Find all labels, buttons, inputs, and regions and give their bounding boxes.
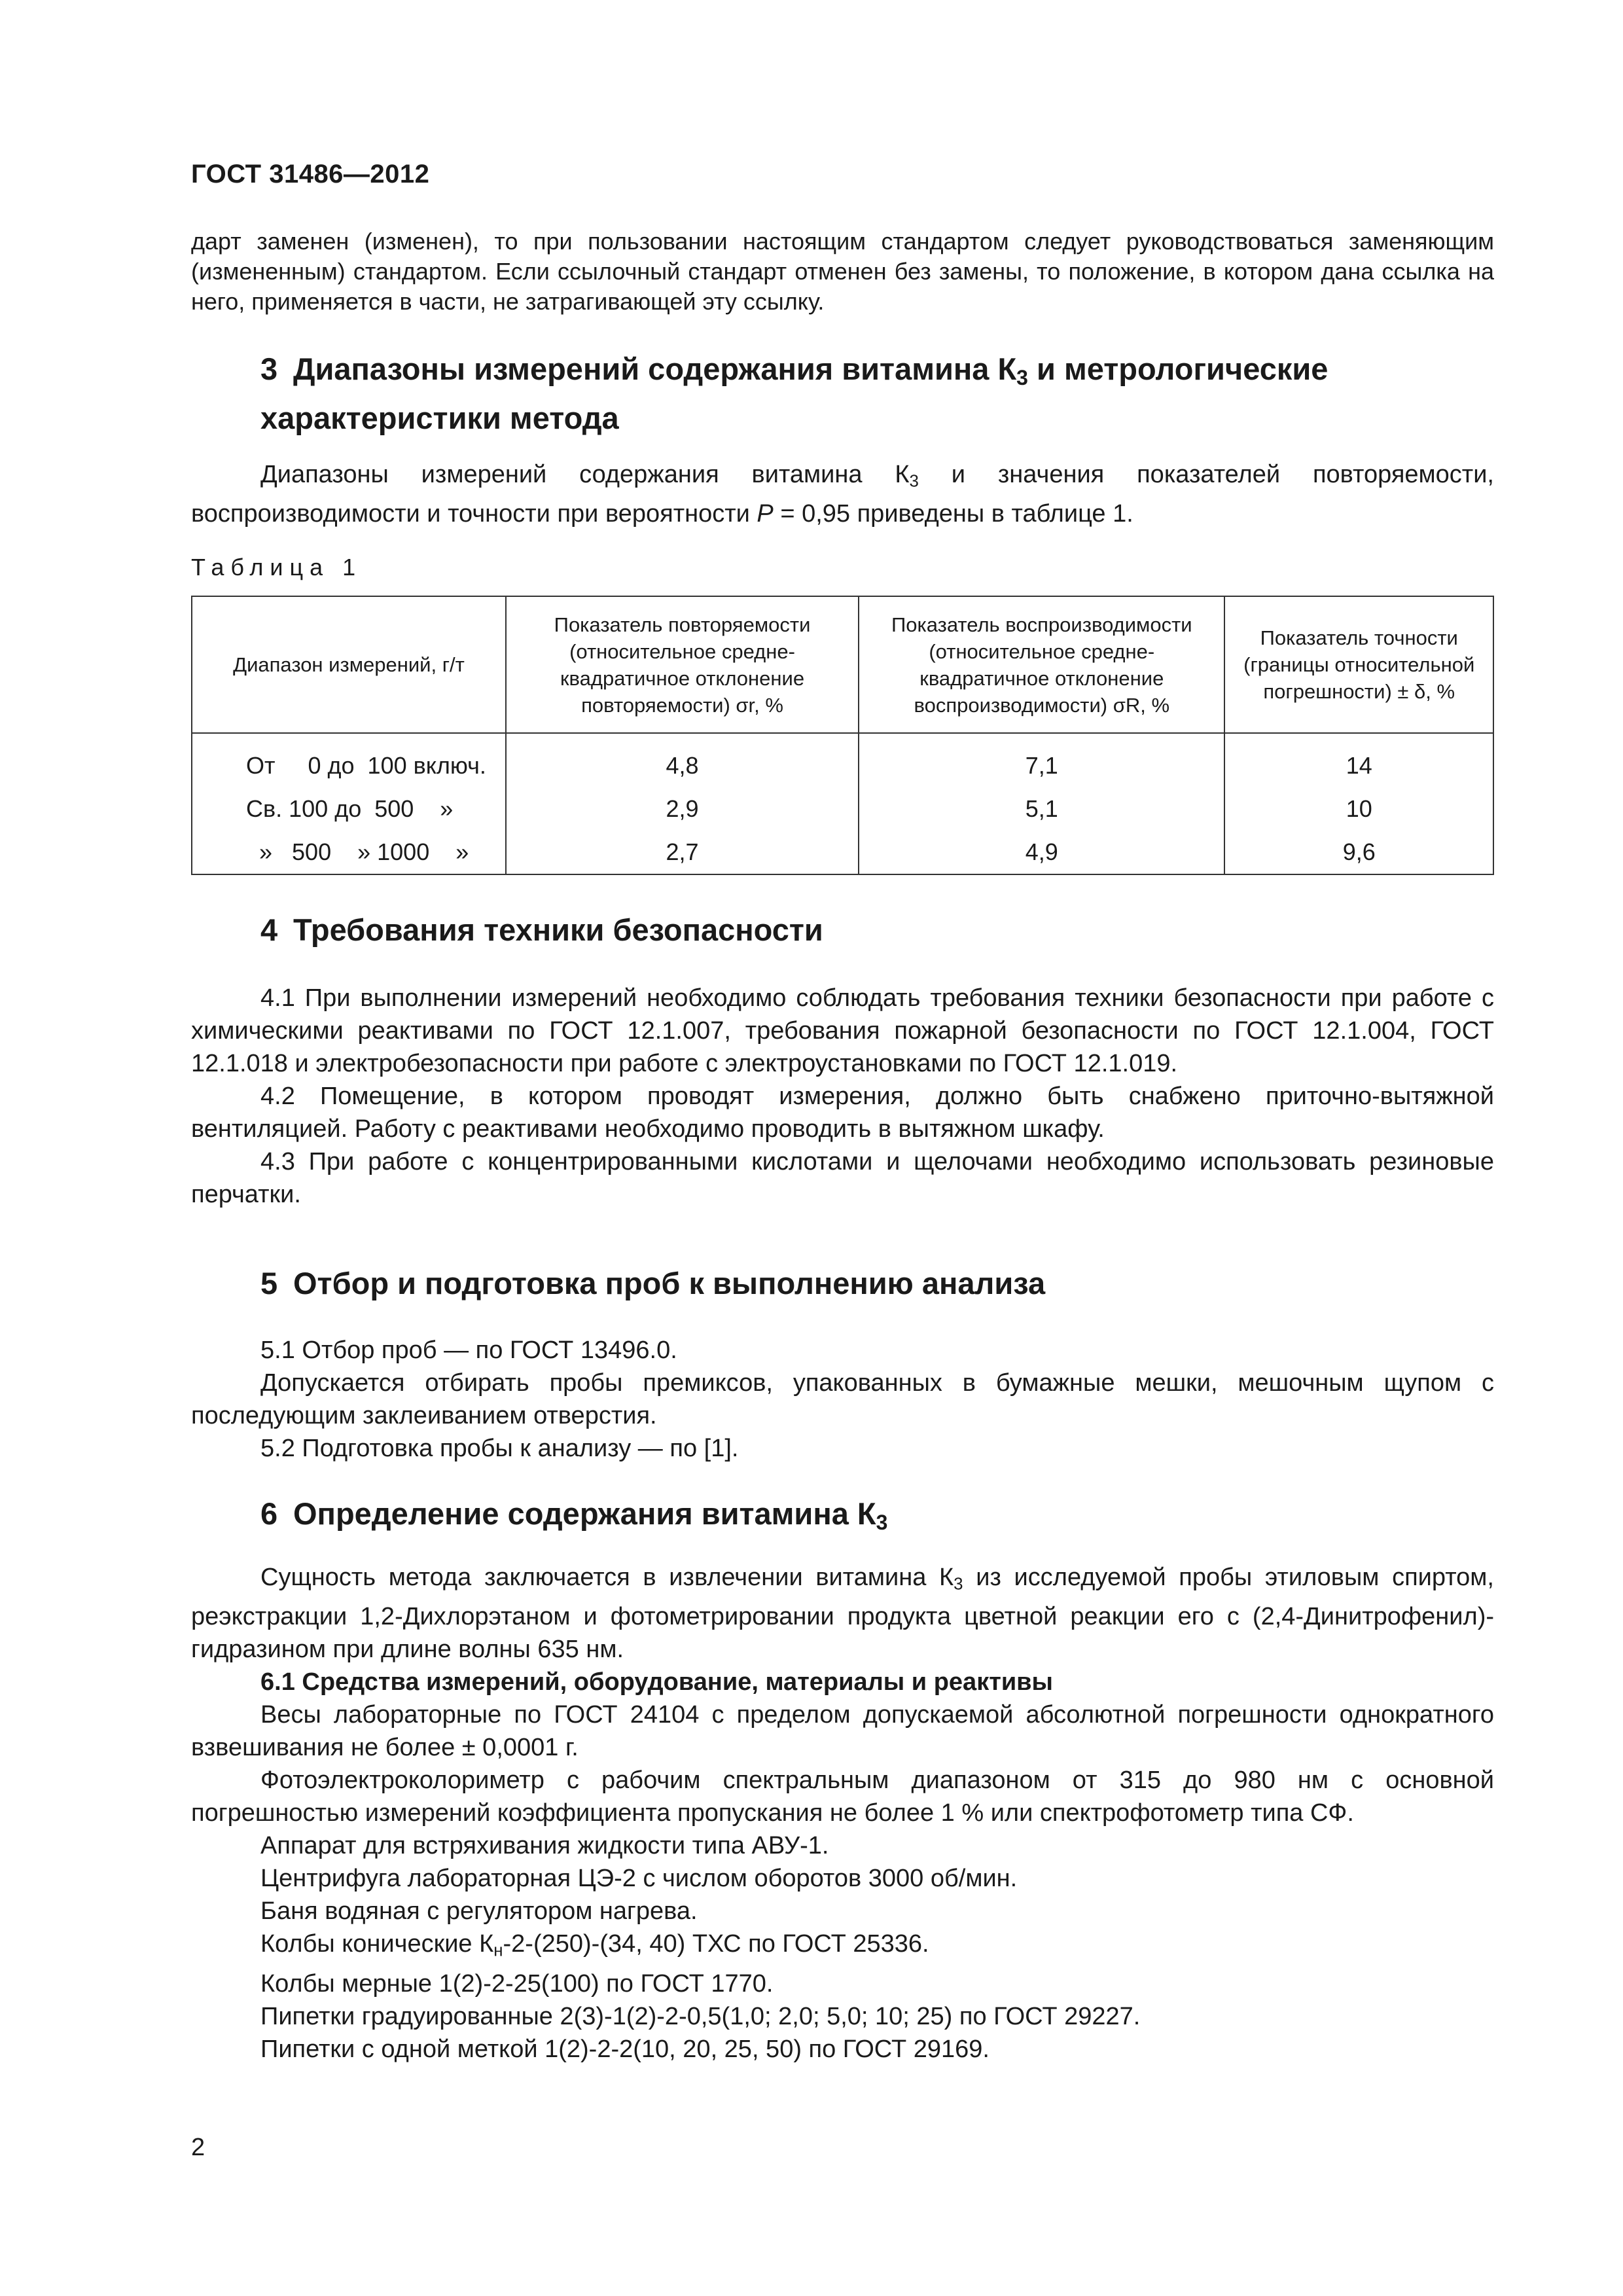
table-cell: 4,8 [506, 733, 859, 787]
table-row [192, 733, 1493, 787]
section-3-title-b: и метрологические характеристики метода [260, 351, 1329, 435]
s3-p-var: P [757, 500, 774, 528]
s6-p1-b: из исследуемой пробы этиловым спиртом, реэкстракции 1,2-Дихлорэтаном и фотометрировании продукта цветной реакции его с (2,4-Динитрофенил)-гидразином при длине волны 635 нм. [191, 1564, 1494, 1664]
table-header-reproducibility: Показатель воспроизводимости (относительное средне-квадратичное отклонение воспроизводимости) σR, % [859, 596, 1224, 733]
table-cell: 5,1 [859, 787, 1224, 831]
section-6-number: 6 [260, 1496, 278, 1531]
s6-item-5: Баня водяная с регулятором нагрева. [260, 1897, 698, 1926]
section-5-title-text: Отбор и подготовка проб к выполнению анализа [293, 1266, 1046, 1300]
s6-p1 [191, 1561, 1494, 1666]
s5-p1: 5.1 Отбор проб — по ГОСТ 13496.0. [260, 1336, 677, 1364]
s6-p1-sub: 3 [954, 1575, 963, 1594]
s6-item-3: Аппарат для встряхивания жидкости типа АВУ-1. [260, 1832, 829, 1860]
section-3-paragraph [191, 458, 1494, 530]
section-6-title-sub: 3 [876, 1510, 888, 1534]
table-cell: 2,9 [506, 787, 859, 831]
s6-item-6-sub: н [493, 1941, 503, 1960]
table-cell: От 0 до 100 включ. [192, 733, 506, 787]
section-6-body [191, 1561, 1494, 2066]
s6-p1-a: Сущность метода заключается в извлечении витамина К [260, 1564, 954, 1591]
s4-p3: 4.3 При работе с концентрированными кислотами и щелочами необходимо использовать резиновые перчатки. [191, 1148, 1494, 1208]
table-1 [191, 596, 1494, 875]
s5-p3: 5.2 Подготовка пробы к анализу — по [1]. [260, 1435, 739, 1462]
table-cell: Св. 100 до 500 » [192, 787, 506, 831]
s6-item-1: Весы лабораторные по ГОСТ 24104 с пределом допускаемой абсолютной погрешности однократного взвешивания не более ± 0,0001 г. [191, 1701, 1494, 1762]
s6-item-2: Фотоэлектроколориметр с рабочим спектральным диапазоном от 315 до 980 нм с основной погрешностью измерений коэффициента пропускания не более 1 % или спектрофотометр типа СФ. [191, 1767, 1494, 1827]
table-cell: 2,7 [506, 831, 859, 874]
table-cell: 10 [1224, 787, 1493, 831]
s6-item-4: Центрифуга лабораторная ЦЭ-2 с числом оборотов 3000 об/мин. [260, 1865, 1018, 1893]
section-5-title [191, 1263, 1045, 1303]
section-4-body [191, 982, 1494, 1211]
s4-p2: 4.2 Помещение, в котором проводят измерения, должно быть снабжено приточно-вытяжной вентиляцией. Работу с реактивами необходимо проводить в вытяжном шкафу. [191, 1083, 1494, 1143]
section-3-title [191, 349, 1500, 438]
section-3-title-sub: 3 [1016, 365, 1028, 389]
table-row [192, 787, 1493, 831]
section-4-title [191, 910, 823, 950]
table-cell: 14 [1224, 733, 1493, 787]
s3-p-b: и значения показателей повторяемости, воспроизводимости и точности при вероятности [191, 461, 1494, 528]
table-header-row [192, 596, 1493, 733]
s5-p2: Допускается отбирать пробы премиксов, упакованных в бумажные мешки, мешочным щупом с последующим заклеиванием отверстия. [191, 1369, 1494, 1429]
section-4-number: 4 [260, 912, 278, 947]
page-header: ГОСТ 31486—2012 [191, 160, 430, 188]
s3-p-a: Диапазоны измерений содержания витамина К [260, 461, 910, 488]
section-3-title-a: Диапазоны измерений содержания витамина К [293, 351, 1017, 386]
table-cell: » 500 » 1000 » [192, 831, 506, 874]
table-header-range: Диапазон измерений, г/т [192, 596, 506, 733]
s6-item-8: Пипетки градуированные 2(3)-1(2)-2-0,5(1,0; 2,0; 5,0; 10; 25) по ГОСТ 29227. [260, 2002, 1141, 2030]
s6-item-6-a: Колбы конические К [260, 1930, 494, 1958]
table-cell: 9,6 [1224, 831, 1493, 874]
table-header-accuracy: Показатель точности (границы относительной погрешности) ± δ, % [1224, 596, 1493, 733]
table-cell: 7,1 [859, 733, 1224, 787]
s6-item-6-b: -2-(250)-(34, 40) ТХС по ГОСТ 25336. [503, 1930, 929, 1958]
section-5-number: 5 [260, 1266, 278, 1300]
intro-text: дарт заменен (изменен), то при пользовании настоящим стандартом следует руководствоваться заменяющим (измененным) стандартом. Если ссылочный стандарт отменен без замены, то положение, в котором дана ссылка на него, применяется в части, не затрагивающей эту ссылку. [191, 228, 1494, 315]
section-6-title [191, 1494, 887, 1543]
s3-p-c: = 0,95 приведены в таблице 1. [773, 500, 1133, 528]
s3-p-sub: 3 [909, 472, 919, 491]
s6-subtitle [191, 1666, 1494, 1698]
s6-subtitle-text: 6.1 Средства измерений, оборудование, материалы и реактивы [260, 1668, 1053, 1696]
section-3-number: 3 [260, 351, 278, 386]
table-row [192, 831, 1493, 874]
page-number: 2 [191, 2134, 205, 2161]
table-caption: Таблица 1 [191, 554, 363, 581]
s6-item-7: Колбы мерные 1(2)-2-25(100) по ГОСТ 1770. [260, 1969, 774, 1998]
section-5-body [191, 1334, 1494, 1465]
section-6-title-a: Определение содержания витамина К [293, 1496, 876, 1531]
s6-item-6 [191, 1928, 1494, 1967]
table-cell: 4,9 [859, 831, 1224, 874]
intro-paragraph [191, 226, 1494, 317]
table-header-repeatability: Показатель повторяемости (относительное средне-квадратичное отклонение повторяемости) σr, % [506, 596, 859, 733]
section-4-title-text: Требования техники безопасности [293, 912, 823, 947]
s4-p1: 4.1 При выполнении измерений необходимо соблюдать требования техники безопасности при работе с химическими реактивами по ГОСТ 12.1.007, требования пожарной безопасности по ГОСТ 12.1.004, ГОСТ 12.1.018 и электробезопасности при работе с электроустановками по ГОСТ 12.1.019. [191, 984, 1494, 1077]
s6-item-9: Пипетки с одной меткой 1(2)-2-2(10, 20, 25, 50) по ГОСТ 29169. [260, 2035, 990, 2063]
